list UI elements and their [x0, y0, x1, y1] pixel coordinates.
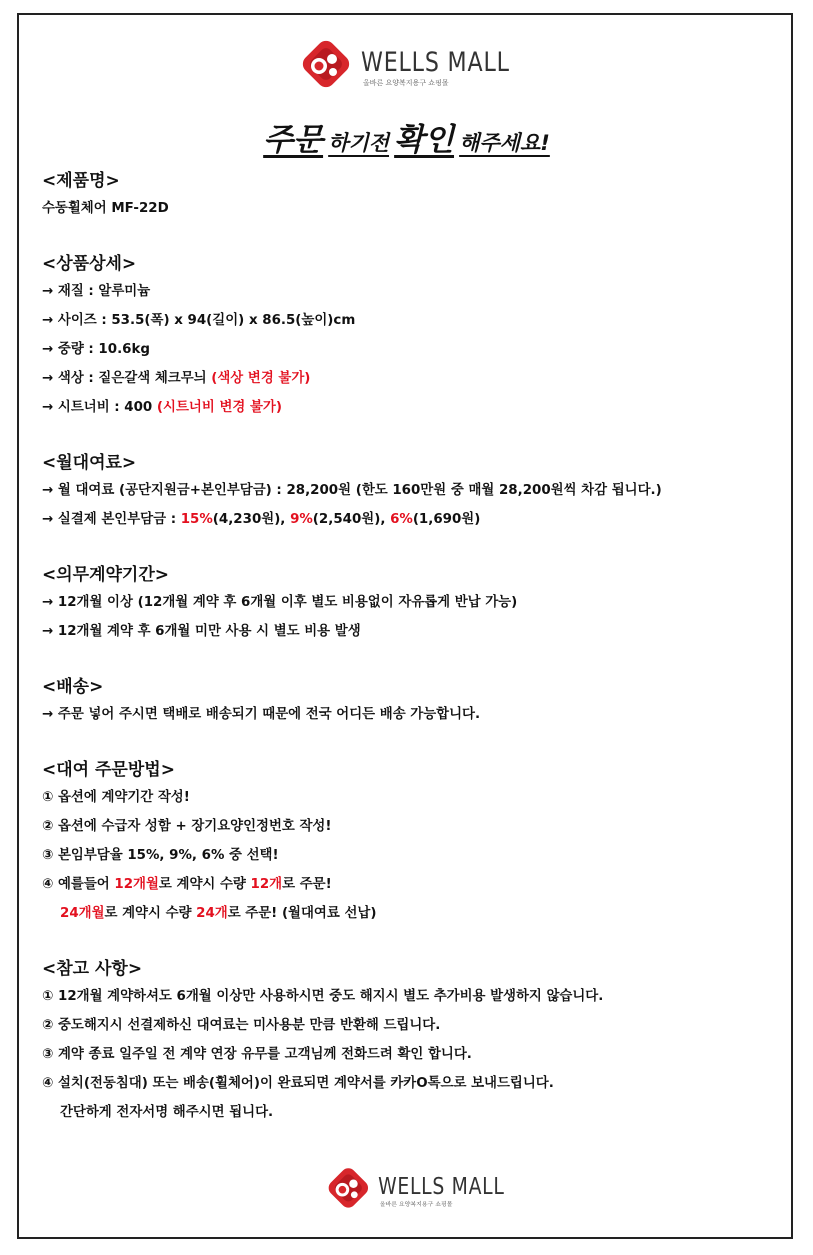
- fee-amount-3: (1,690원): [412, 512, 481, 527]
- brand-name-bottom: WELLS MALL: [378, 1173, 505, 1200]
- brand-name: WELLS MALL: [361, 46, 510, 78]
- page-headline: [0, 114, 813, 159]
- brand-tagline: 올바른 요양복지용구 쇼핑몰: [363, 78, 449, 87]
- order-step-4b-b: 로 계약시 수량: [104, 906, 197, 921]
- brand-logo-bottom: [322, 1165, 532, 1218]
- section-title-product: <제품명>: [42, 171, 120, 191]
- headline-word-4: 해주세요!: [459, 131, 550, 155]
- detail-seat-text: → 시트너비 : 400: [42, 400, 157, 415]
- fee-amount-1: (4,230원),: [212, 512, 291, 527]
- brand-mark-icon: [295, 37, 357, 99]
- content-body: [42, 168, 782, 1127]
- headline-word-3: 확인: [394, 122, 455, 158]
- order-step-4-a: ④ 예를들어: [42, 877, 115, 892]
- note-4-continued: 간단하게 전자서명 해주시면 됩니다.: [60, 1105, 274, 1120]
- order-step-1: ① 옵션에 계약기간 작성!: [42, 790, 190, 805]
- detail-color: [42, 364, 782, 393]
- order-step-4b-d: 로 주문! (월대여료 선납): [227, 906, 377, 921]
- note-3: ③ 계약 종료 일주일 전 계약 연장 유무를 고객님께 전화드려 확인 합니다.: [42, 1047, 472, 1062]
- order-step-3: ③ 본임부담율 15%, 9%, 6% 중 선택!: [42, 848, 279, 863]
- note-1: ① 12개월 계약하셔도 6개월 이상만 사용하시면 중도 해지시 별도 추가비용 발생하지 않습니다.: [42, 989, 604, 1004]
- order-step-4-qty: 12개: [250, 877, 283, 892]
- detail-color-note: (색상 변경 불가): [211, 371, 311, 386]
- section-title-details: <상품상세>: [42, 254, 137, 274]
- order-step-4-c: 로 계약시 수량: [158, 877, 251, 892]
- fee-copay-label: → 실결제 본인부담금 :: [42, 512, 181, 527]
- fee-amount-2: (2,540원),: [312, 512, 391, 527]
- detail-weight: → 중량 : 10.6kg: [42, 342, 150, 357]
- detail-size: → 사이즈 : 53.5(폭) x 94(길이) x 86.5(높이)cm: [42, 313, 356, 328]
- detail-material: → 재질 : 알루미늄: [42, 284, 151, 299]
- headline-word-1: 주문: [263, 122, 324, 158]
- order-step-4-e: 로 주문!: [282, 877, 332, 892]
- section-title-contract: <의무계약기간>: [42, 565, 170, 585]
- section-title-order: <대여 주문방법>: [42, 760, 175, 780]
- order-step-4-example: [42, 899, 782, 928]
- brand-mark-icon: [322, 1165, 375, 1218]
- fee-copay: [42, 505, 782, 534]
- contract-line-1: → 12개월 이상 (12개월 계약 후 6개월 이후 별도 비용없이 자유롭게 반납 가능): [42, 595, 518, 610]
- headline-word-2: 하기전: [328, 131, 390, 155]
- section-title-fee: <월대여료>: [42, 453, 137, 473]
- note-4: ④ 설치(전동침대) 또는 배송(휠체어)이 완료되면 계약서를 카카O톡으로 보내드립니다.: [42, 1076, 554, 1091]
- product-name-value: 수동휠체어 MF-22D: [42, 201, 169, 216]
- order-step-4b-months: 24개월: [60, 906, 105, 921]
- fee-monthly: → 월 대여료 (공단지원금+본인부담금) : 28,200원 (한도 160만원 중 매월 28,200원씩 차감 됩니다.): [42, 483, 662, 498]
- fee-rate-2: 9%: [290, 512, 313, 527]
- order-step-4: [42, 870, 782, 899]
- delivery-line-1: → 주문 넣어 주시면 택배로 배송되기 때문에 전국 어디든 배송 가능합니다.: [42, 707, 481, 722]
- order-step-4b-qty: 24개: [196, 906, 228, 921]
- fee-rate-3: 6%: [390, 512, 413, 527]
- fee-rate-1: 15%: [180, 512, 213, 527]
- section-title-notes: <참고 사항>: [42, 959, 143, 979]
- contract-line-2: → 12개월 계약 후 6개월 미만 사용 시 별도 비용 발생: [42, 624, 361, 639]
- section-title-delivery: <배송>: [42, 677, 104, 697]
- order-step-4-months: 12개월: [114, 877, 159, 892]
- detail-seat-note: (시트너비 변경 불가): [156, 400, 282, 415]
- detail-seat: [42, 393, 782, 422]
- brand-tagline-bottom: 올바른 요양복지용구 쇼핑몰: [379, 1200, 453, 1208]
- detail-color-text: → 색상 : 짙은갈색 체크무늬: [42, 371, 212, 386]
- brand-logo-top: [295, 37, 542, 99]
- order-step-2: ② 옵션에 수급자 성함 + 장기요양인정번호 작성!: [42, 819, 332, 834]
- note-2: ② 중도해지시 선결제하신 대여료는 미사용분 만큼 반환해 드립니다.: [42, 1018, 441, 1033]
